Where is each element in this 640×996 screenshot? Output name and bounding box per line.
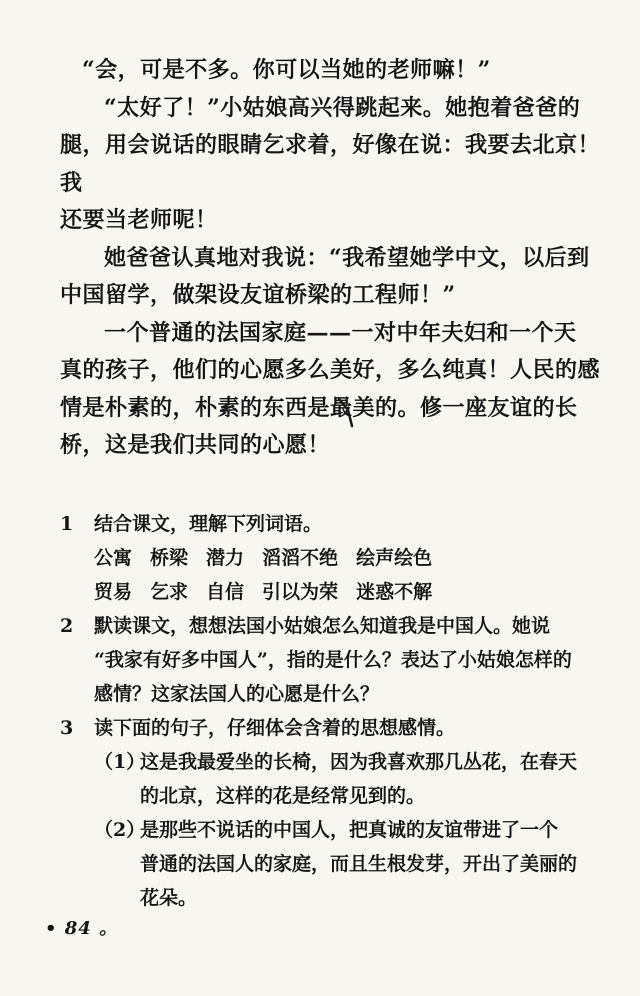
exercise-2 xyxy=(60,609,600,711)
vocab-word: 迷惑不解 xyxy=(356,581,433,603)
vocab-row xyxy=(94,541,600,575)
sentence-text xyxy=(140,745,600,813)
vocab-row xyxy=(94,575,600,609)
story-line: 真的孩子，他们的心愿多么美好，多么纯真！人民的感 xyxy=(60,357,601,383)
pen-mark xyxy=(336,396,362,430)
story-paragraph xyxy=(60,315,600,465)
exercise-3 xyxy=(60,711,600,915)
story-line: “会，可是不多。你可以当她的老师嘛！” xyxy=(82,57,491,83)
story-line: “太好了！”小姑娘高兴得跳起来。她抱着爸爸的 xyxy=(104,94,581,121)
story-line: 腿，用会说话的眼睛乞求着，好像在说：我要去北京！我 xyxy=(60,132,601,196)
sentence-number: （1） xyxy=(94,751,146,773)
story-line: 一个普通的法国家庭——一对中年夫妇和一个天 xyxy=(104,319,577,346)
exercise-prompt: 读下面的句子，仔细体会含着的思想感情。 xyxy=(94,717,456,739)
sentence-line: 普通的法国人的家庭，而且生根发芽，开出了美丽的 xyxy=(140,853,578,875)
vocab-word: 贸易 xyxy=(94,581,133,603)
sentence-line: 的北京，这样的花是经常见到的。 xyxy=(140,785,426,807)
sentence-1 xyxy=(94,745,600,813)
vocab-word: 乞求 xyxy=(150,581,189,603)
sentence-2 xyxy=(94,813,600,915)
sentence-line: 这是我最爱坐的长椅，因为我喜欢那几丛花，在春天 xyxy=(140,751,578,773)
story-text xyxy=(60,52,600,465)
exercise-number: 3 xyxy=(60,717,74,739)
exercise-prompt: 结合课文，理解下列词语。 xyxy=(94,513,323,535)
vocab-word: 公寓 xyxy=(94,547,133,569)
sentence-line: 是那些不说话的中国人，把真诚的友谊带进了一个 xyxy=(140,819,559,841)
story-line: 她爸爸认真地对我说：“我希望她学中文，以后到 xyxy=(104,244,590,271)
story-line: 还要当老师呢！ xyxy=(60,207,218,233)
vocab-word: 绘声绘色 xyxy=(356,547,433,569)
sentence-text xyxy=(140,813,600,915)
story-line: 桥，这是我们共同的心愿！ xyxy=(60,432,331,458)
exercise-number: 1 xyxy=(60,513,74,535)
exercise-section xyxy=(60,507,600,915)
story-line: 情是朴素的，朴素的东西是最美的。修一座友谊的长 xyxy=(60,394,578,421)
page-number: • 84 。 xyxy=(45,918,119,939)
vocab-word: 桥梁 xyxy=(150,547,189,569)
prompt-line: 默读课文，想想法国小姑娘怎么知道我是中国人。她说 xyxy=(94,615,551,637)
story-paragraph xyxy=(60,240,600,315)
sentence-line: 花朵。 xyxy=(140,887,198,909)
story-paragraph xyxy=(60,90,600,240)
vocab-word: 引以为荣 xyxy=(262,581,339,603)
sentence-number: （2） xyxy=(94,819,146,841)
prompt-line: 感情？这家法国人的心愿是什么？ xyxy=(94,683,380,705)
story-line: 中国留学，做架设友谊桥梁的工程师！” xyxy=(60,282,456,308)
exercise-number: 2 xyxy=(60,615,74,637)
exercise-1 xyxy=(60,507,600,609)
prompt-line: “我家有好多中国人”，指的是什么？表达了小姑娘怎样的 xyxy=(94,649,572,671)
vocab-word: 滔滔不绝 xyxy=(262,547,339,569)
story-paragraph xyxy=(60,52,600,90)
vocab-word: 自信 xyxy=(206,581,245,603)
exercise-prompt xyxy=(94,609,600,711)
vocab-word: 潜力 xyxy=(206,547,245,569)
